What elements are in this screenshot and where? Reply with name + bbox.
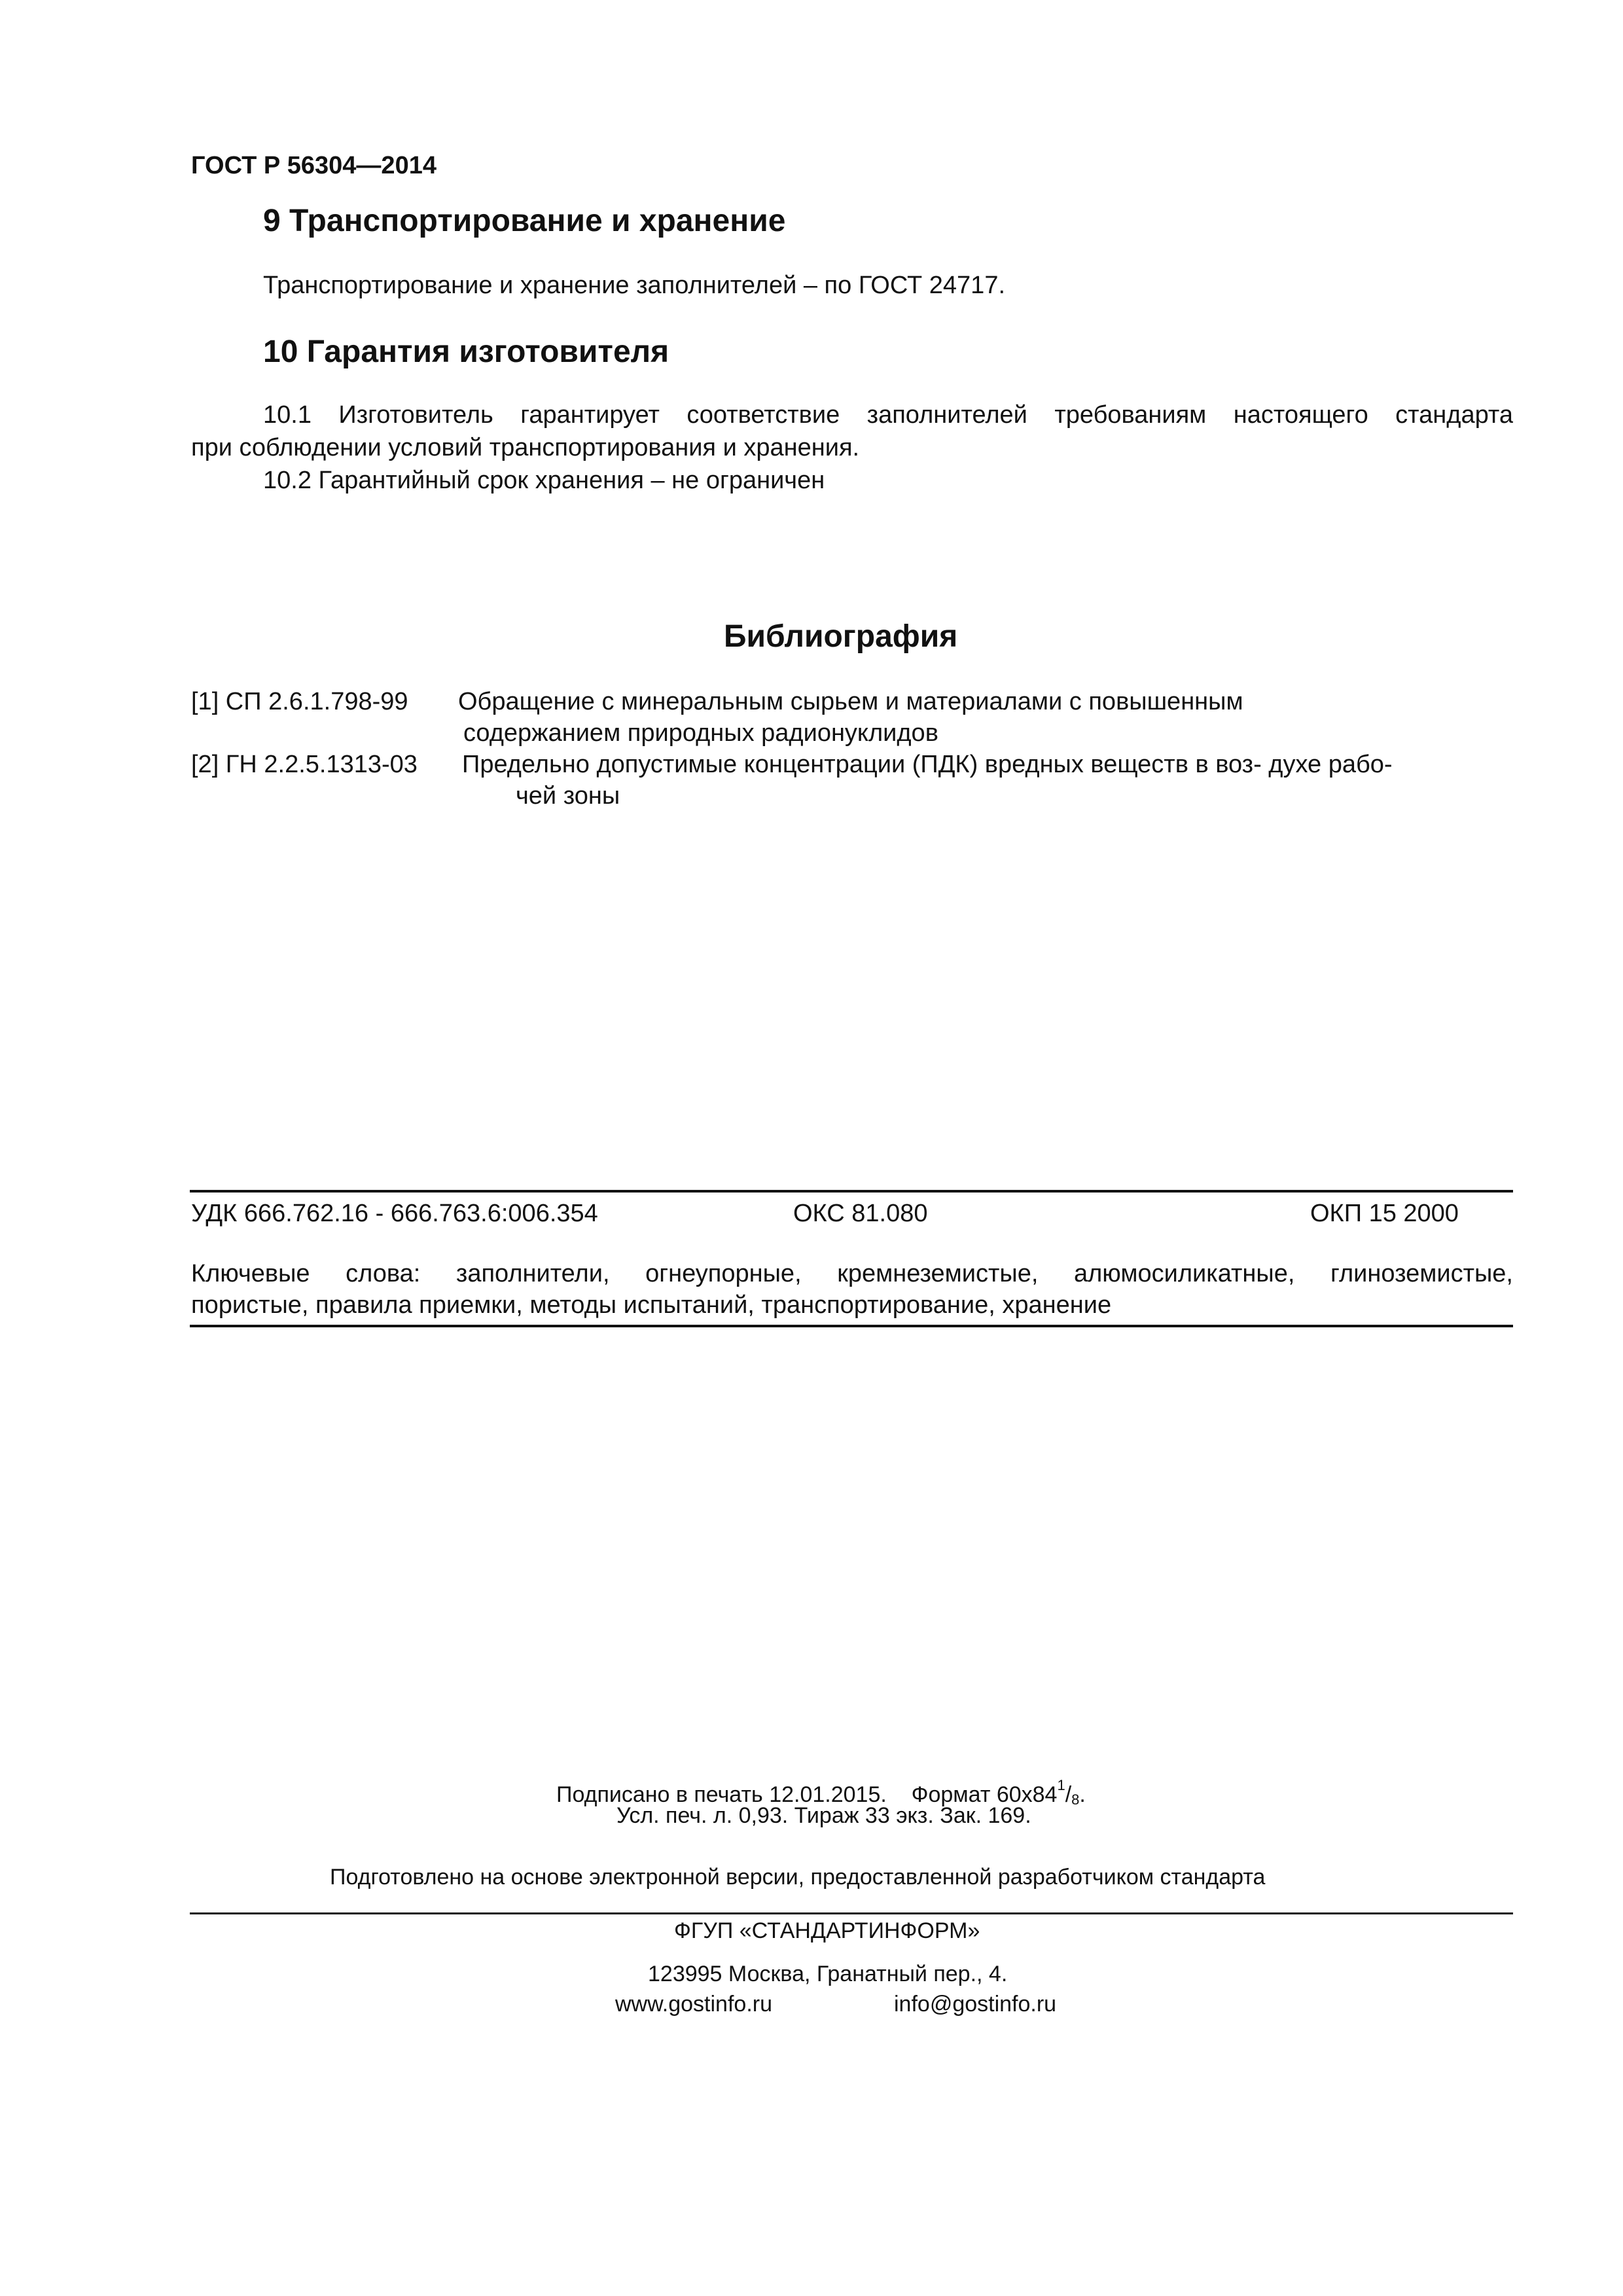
publisher-website: www.gostinfo.ru xyxy=(615,1992,772,2017)
imprint-signed-line: Подписано в печать 12.01.2015. Формат $60x84^1/_8$. xyxy=(556,1777,1086,1808)
top-rule xyxy=(190,1190,1513,1193)
bibliography-ref-2: [2] ГН 2.2.5.1313-03 xyxy=(191,751,418,778)
keywords-bottom-rule xyxy=(190,1325,1513,1327)
bibliography-ref-1: [1] СП 2.6.1.798-99 xyxy=(191,688,408,715)
keywords-line2: пористые, правила приемки, методы испытаний, транспортирование, хранение xyxy=(191,1291,1112,1319)
oks-code: ОКС 81.080 xyxy=(793,1200,928,1227)
bibliography-item-2-line1: Предельно допустимые концентрации (ПДК) вредных веществ в воз- духе рабо- xyxy=(462,751,1393,778)
format-fraction-denominator: 8 xyxy=(1071,1791,1080,1808)
format-fraction-numerator: 1 xyxy=(1057,1777,1065,1793)
bibliography-item-2-line2: чей зоны xyxy=(516,782,620,810)
format-end: . xyxy=(1079,1782,1086,1807)
document-code: ГОСТ Р 56304—2014 xyxy=(191,152,437,179)
section-9-heading: 9 Транспортирование и хранение xyxy=(263,204,786,238)
bibliography-title: Библиография xyxy=(724,619,958,654)
imprint-prepared: Подготовлено на основе электронной версии, предоставленной разработчиком стандарта xyxy=(330,1865,1266,1890)
publisher-address: 123995 Москва, Гранатный пер., 4. xyxy=(648,1962,1008,1986)
imprint-signed: Подписано в печать 12.01.2015. xyxy=(556,1782,887,1807)
publisher-name: ФГУП «СТАНДАРТИНФОРМ» xyxy=(674,1918,980,1943)
keywords-line1: Ключевые слова: заполнители, огнеупорные, кремнеземистые, алюмосиликатные, глиноземистые, xyxy=(191,1260,1513,1287)
section-10-p1-line1: 10.1 Изготовитель гарантирует соответствие заполнителей требованиям настоящего стандарта xyxy=(263,401,1513,429)
imprint-rule xyxy=(190,1912,1513,1914)
imprint-format: Формат 60x84 xyxy=(911,1782,1058,1807)
section-10-p1-line2: при соблюдении условий транспортирования и хранения. xyxy=(191,434,860,461)
imprint-print-details: Усл. печ. л. 0,93. Тираж 33 экз. Зак. 169. xyxy=(616,1803,1031,1828)
okp-code: ОКП 15 2000 xyxy=(1310,1200,1459,1227)
section-9-text: Транспортирование и хранение заполнителей – по ГОСТ 24717. xyxy=(263,272,1006,299)
udk-code: УДК 666.762.16 - 666.763.6:006.354 xyxy=(191,1200,598,1227)
publisher-email: info@gostinfo.ru xyxy=(894,1992,1057,2017)
section-10-p2: 10.2 Гарантийный срок хранения – не ограничен xyxy=(263,467,825,494)
section-10-heading: 10 Гарантия изготовителя xyxy=(263,334,669,369)
bibliography-item-1-line1: Обращение с минеральным сырьем и материалами с повышенным xyxy=(458,688,1243,715)
bibliography-item-1-line2: содержанием природных радионуклидов xyxy=(463,719,938,747)
